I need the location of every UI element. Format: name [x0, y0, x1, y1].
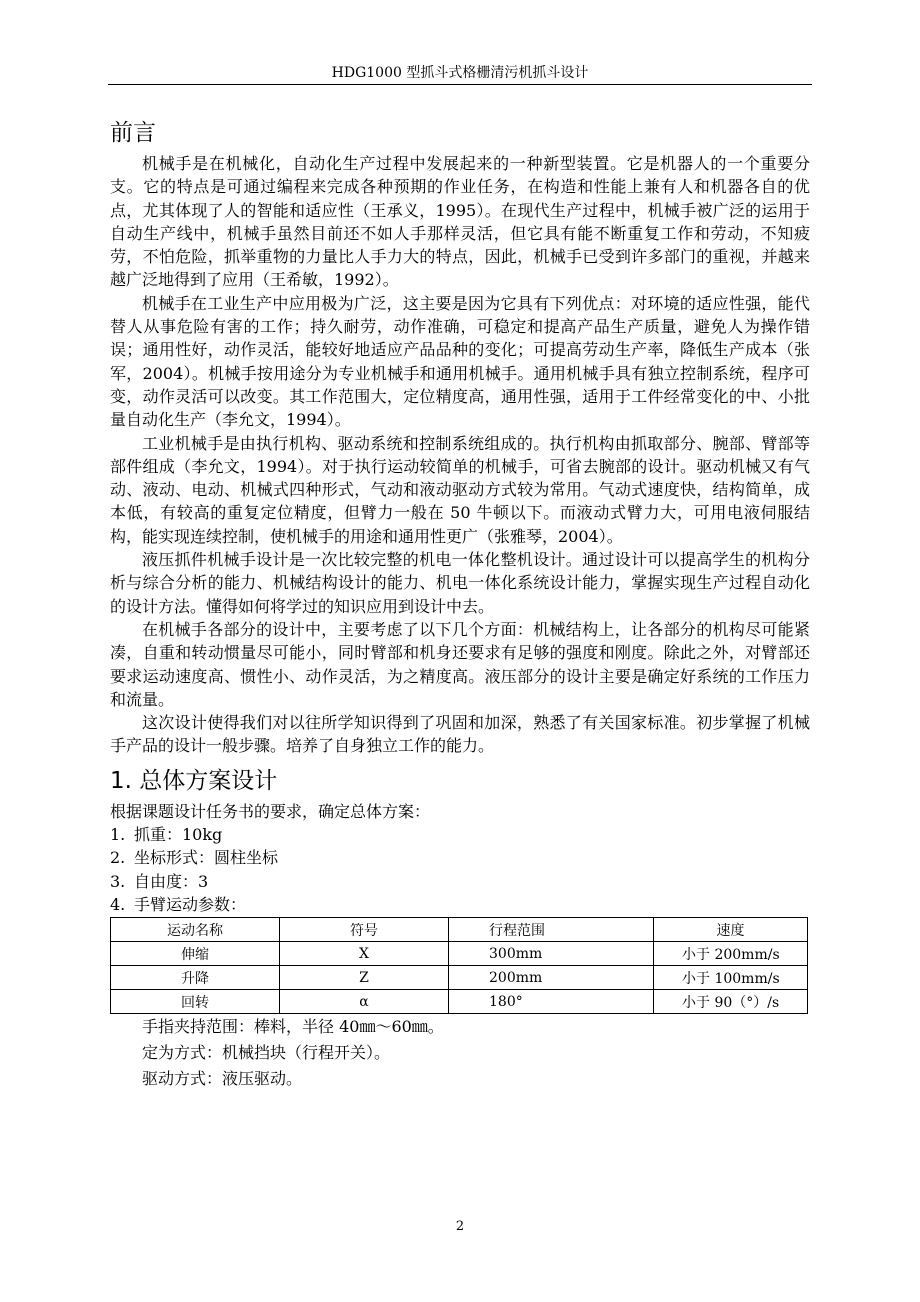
page-number: 2	[455, 1219, 465, 1234]
column-header: 运动名称	[111, 918, 280, 942]
section-heading: 1. 总体方案设计	[110, 767, 278, 794]
section-intro: 根据课题设计任务书的要求，确定总体方案：	[110, 801, 431, 821]
table-row	[111, 966, 808, 990]
preface-heading: 前言	[110, 120, 156, 146]
table-cell: 180°	[449, 990, 654, 1014]
preface-paragraph-3: 工业机械手是由执行机构、驱动系统和控制系统组成的。执行机构由抓取部分、腕部、臂部等部件组成（李允文，1994）。对于执行运动较简单的机械手，可省去腕部的设计。驱动机械又有气动、液动、电动、机械式四种形式，气动和液动驱动方式较为常用。气动式速度快，结构简单，成本低，有较高的重复定位精度，但臂力一般在 50 牛顿以下。而液动式臂力大，可用电液伺服结构，能实现连续控制，使机械手的用途和通用性更广（张雅琴，2004）。	[110, 433, 810, 546]
preface-paragraph-5: 在机械手各部分的设计中，主要考虑了以下几个方面：机械结构上，让各部分的机构尽可能紧凑，自重和转动惯量尽可能小，同时臂部和机身还要求有足够的强度和刚度。除此之外，对臂部还要求运动速度高、惯性小、动作灵活，为之精度高。液压部分的设计主要是确定好系统的工作压力和流量。	[110, 619, 810, 709]
list-item: 2. 坐标形式：圆柱坐标	[110, 848, 279, 868]
page-body	[110, 116, 810, 1092]
column-header: 符号	[280, 918, 449, 942]
note-line: 手指夹持范围：棒料，半径 40㎜～60㎜。	[142, 1017, 444, 1037]
table-row	[111, 942, 808, 966]
table-cell: Z	[280, 966, 449, 990]
table-cell: 回转	[111, 990, 280, 1014]
table-cell: X	[280, 942, 449, 966]
note-line: 定为方式：机械挡块（行程开关）。	[142, 1043, 391, 1063]
column-header: 速度	[654, 918, 808, 942]
table-cell: 伸缩	[111, 942, 280, 966]
header-rule	[108, 84, 812, 85]
note-line: 驱动方式：液压驱动。	[142, 1069, 303, 1089]
arm-motion-table	[110, 917, 808, 1014]
table-row	[111, 990, 808, 1014]
table-cell: 小于 200mm/s	[654, 942, 808, 966]
table-header-row	[111, 918, 808, 942]
preface-paragraph-2: 机械手在工业生产中应用极为广泛，这主要是因为它具有下列优点：对环境的适应性强，能代替人从事危险有害的工作；持久耐劳，动作准确，可稳定和提高产品生产质量，避免人为操作错误；通用性好，动作灵活，能较好地适应产品品种的变化；可提高劳动生产率，降低生产成本（张军，2004）。机械手按用途分为专业机械手和通用机械手。通用机械手具有独立控制系统，程序可变，动作灵活可以改变。其工作范围大，定位精度高，通用性强，适用于工件经常变化的中、小批量自动化生产（李允文，1994）。	[110, 293, 810, 430]
running-header: HDG1000 型抓斗式格栅清污机抓斗设计	[331, 65, 589, 81]
list-item: 4. 手臂运动参数：	[110, 894, 247, 914]
list-item: 3. 自由度：3	[110, 871, 209, 891]
preface-paragraph-1: 机械手是在机械化，自动化生产过程中发展起来的一种新型装置。它是机器人的一个重要分支。它的特点是可通过编程来完成各种预期的作业任务，在构造和性能上兼有人和机器各自的优点，尤其体现了人的智能和适应性（王承义，1995）。在现代生产过程中，机械手被广泛的运用于自动生产线中，机械手虽然目前还不如人手那样灵活，但它具有能不断重复工作和劳动，不知疲劳，不怕危险，抓举重物的力量比人手力大的特点，因此，机械手已受到许多部门的重视，并越来越广泛地得到了应用（王希敏，1992）。	[110, 154, 810, 290]
table-cell: 300mm	[449, 942, 654, 966]
table-cell: 小于 100mm/s	[654, 966, 808, 990]
list-item: 1. 抓重：10kg	[110, 825, 223, 845]
preface-paragraph-4: 液压抓件机械手设计是一次比较完整的机电一体化整机设计。通过设计可以提高学生的机构分析与综合分析的能力、机械结构设计的能力、机电一体化系统设计能力，掌握实现生产过程自动化的设计方法。懂得如何将学过的知识应用到设计中去。	[110, 550, 810, 616]
column-header: 行程范围	[449, 918, 654, 942]
preface-paragraph-6: 这次设计使得我们对以往所学知识得到了巩固和加深，熟悉了有关国家标准。初步掌握了机械手产品的设计一般步骤。培养了自身独立工作的能力。	[110, 713, 810, 756]
table-cell: 200mm	[449, 966, 654, 990]
table-cell: 小于 90（°）/s	[654, 990, 808, 1014]
table-cell: α	[280, 990, 449, 1014]
table-cell: 升降	[111, 966, 280, 990]
